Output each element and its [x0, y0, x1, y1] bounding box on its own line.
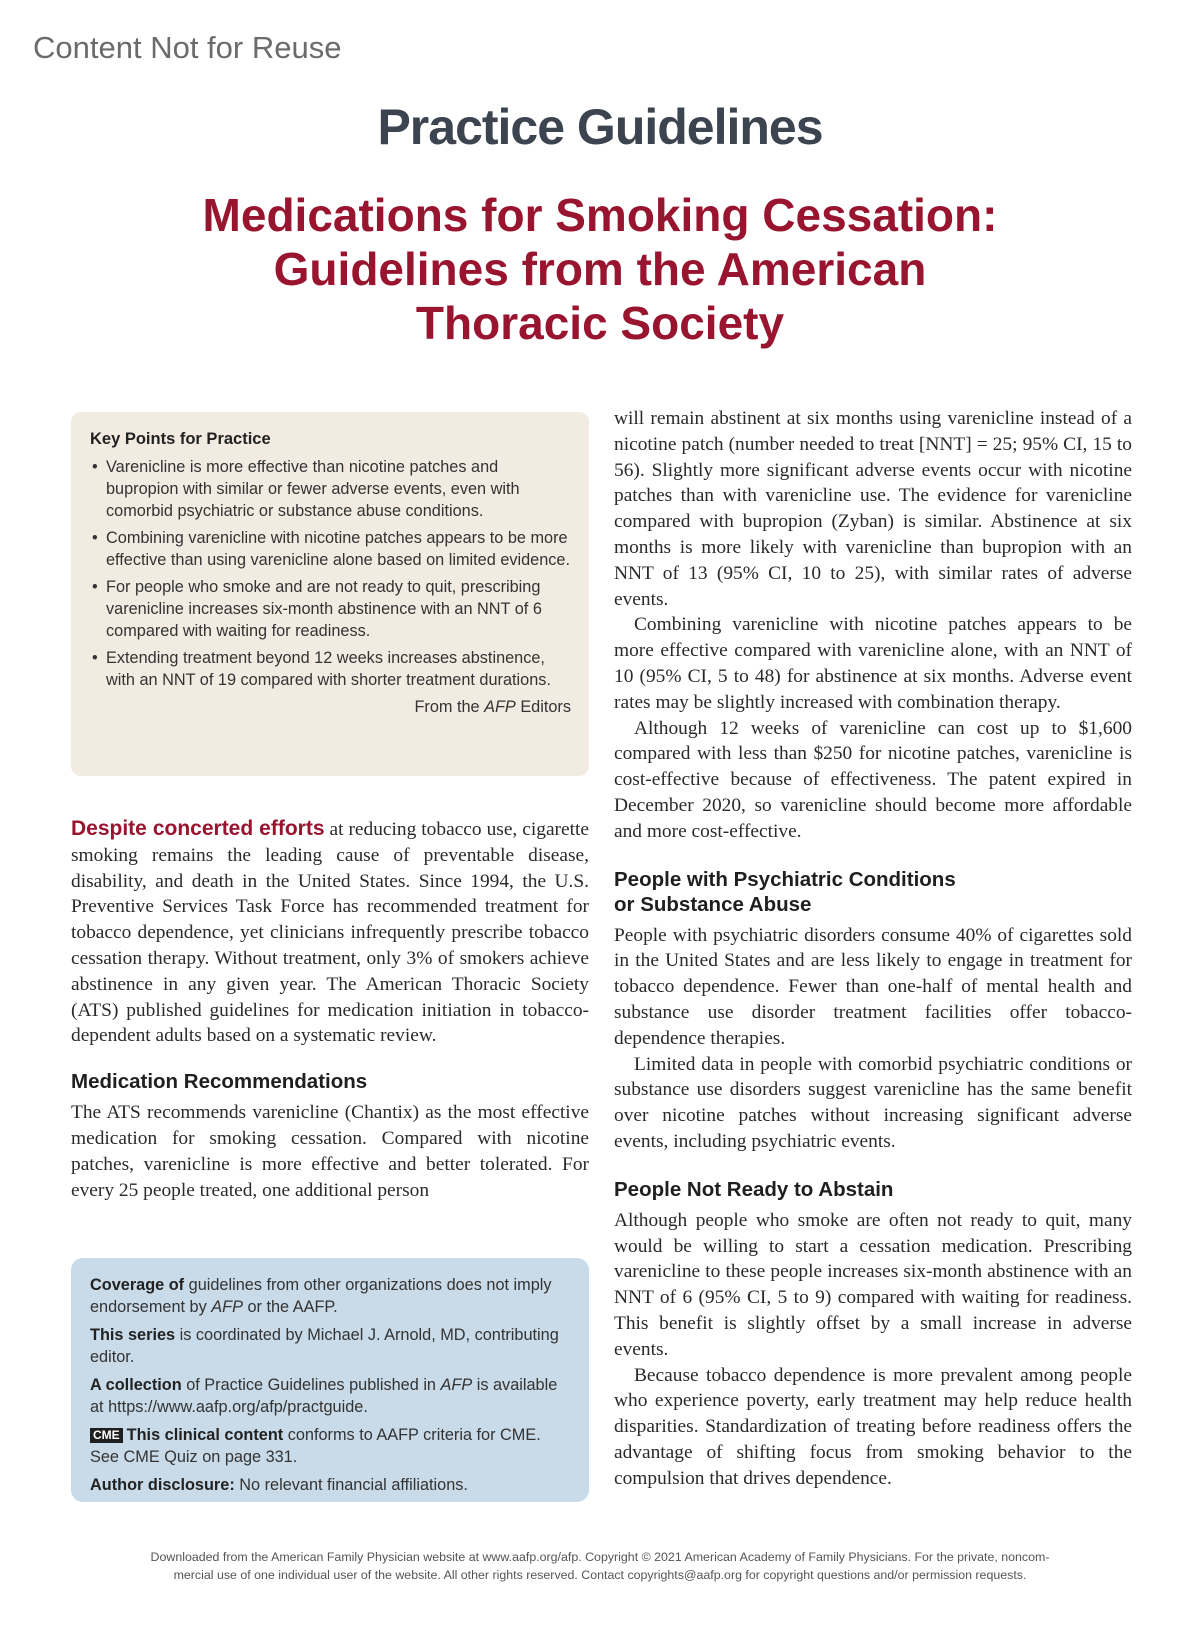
collection-journal: AFP: [440, 1376, 473, 1394]
psychiatric-heading-line: or Substance Abuse: [614, 892, 812, 916]
title-line: Guidelines from the American: [273, 243, 927, 295]
disclosure-note: [90, 1474, 571, 1496]
cme-text: conforms to AAFP criteria for CME. See CME Quiz on page 331.: [90, 1426, 541, 1466]
credit-journal: AFP: [484, 698, 516, 716]
title-line: Thoracic Society: [415, 297, 785, 349]
psychiatric-heading: [614, 867, 1132, 917]
coverage-bold: Coverage of: [90, 1276, 185, 1294]
footer-line: Downloaded from the American Family Physician website at www.aafp.org/afp. Copyright © 2021 American Academy of Family Physicians. For the private, noncom-: [150, 1550, 1050, 1564]
credit-prefix: From the: [414, 698, 485, 716]
combination-paragraph: Combining varenicline with nicotine patches appears to be more effective compared with varenicline alone, with an NNT of 10 (95% CI, 5 to 48) for abstinence at six months. Adverse event rates may be slightly increased with combination therapy.: [614, 614, 1132, 713]
title-line: Medications for Smoking Cessation:: [202, 189, 998, 241]
watermark: Content Not for Reuse: [33, 30, 342, 65]
cme-badge: CME: [90, 1428, 123, 1443]
series-info-box: [71, 1258, 589, 1502]
series-text: is coordinated by Michael J. Arnold, MD, contributing editor.: [90, 1326, 559, 1366]
right-column-text: [614, 406, 1132, 1491]
collection-text: of Practice Guidelines published in: [181, 1376, 441, 1394]
key-points-credit: [90, 696, 571, 718]
copyright-footer: [40, 1548, 1160, 1584]
medication-heading: Medication Recommendations: [71, 1070, 368, 1094]
cme-bold: This clinical content: [126, 1426, 284, 1444]
left-column-text: [71, 816, 589, 1203]
footer-line: mercial use of one individual user of the website. All other rights reserved. Contact copyrights@aafp.org for copyright questions and/or permission requests.: [173, 1568, 1027, 1582]
key-point-item: • For people who smoke and are not ready to quit, prescribing varenicline increases six-month abstinence with an NNT of 6 compared with waiting for readiness.: [90, 576, 571, 642]
collection-bold: A collection: [90, 1376, 182, 1394]
key-point-item: • Extending treatment beyond 12 weeks increases abstinence, with an NNT of 19 compared with shorter treatment durations.: [90, 647, 571, 691]
intro-lead: Despite concerted efforts: [71, 817, 325, 840]
medication-paragraph-start: The ATS recommends varenicline (Chantix) as the most effective medication for smoking cessation. Compared with nicotine patches, varenicline is more effective and better tolerated. For every 25 people treated, one additional person: [71, 1102, 589, 1201]
disparities-paragraph: Because tobacco dependence is more prevalent among people who experience poverty, early treatment may help reduce health disparities. Standardization of treating before readiness offers the advantage of shifting focus from smoking behavior to the compulsion that drives dependence.: [614, 1364, 1132, 1489]
coverage-note: [90, 1274, 571, 1318]
collection-note: [90, 1374, 571, 1418]
psychiatric-paragraph: People with psychiatric disorders consume 40% of cigarettes sold in the United States and are less likely to engage in treatment for tobacco dependence. Fewer than one-half of mental health and substance use disorder treatment facilities offer tobacco-dependence therapies.: [614, 924, 1132, 1049]
collection-text-end[interactable]: is available at https://www.aafp.org/afp/practguide.: [90, 1376, 558, 1416]
cost-paragraph: Although 12 weeks of varenicline can cost up to $1,600 compared with less than $250 for nicotine patches, varenicline is cost-effective because of effectiveness. The patent expired in December 2020, so varenicline should become more affordable and more cost-effective.: [614, 717, 1132, 842]
series-note: [90, 1324, 571, 1368]
key-points-box: [71, 412, 589, 776]
not-ready-paragraph: Although people who smoke are often not ready to quit, many would be willing to start a cessation medication. Prescribing varenicline to these people increases six-month abstinence with an NNT of 6 (95% CI, 5 to 9) compared with waiting for readiness. This benefit is slightly offset by a small increase in adverse events.: [614, 1209, 1132, 1360]
medication-paragraph-continued: will remain abstinent at six months using varenicline instead of a nicotine patch (number needed to treat [NNT] = 25; 95% CI, 15 to 56). Slightly more significant adverse events occur with nicotine patches than with varenicline use. The evidence for varenicline compared with bupropion (Zyban) is similar. Abstinence at six months is more likely with varenicline than bupropion with an NNT of 13 (95% CI, 10 to 25), with similar rates of adverse events.: [614, 408, 1132, 610]
comorbid-paragraph: Limited data in people with comorbid psychiatric conditions or substance use disorders suggest varenicline has the same benefit over nicotine patches without increasing significant adverse events, including psychiatric events.: [614, 1053, 1132, 1152]
psychiatric-heading-line: People with Psychiatric Conditions: [614, 867, 956, 891]
key-point-item: • Combining varenicline with nicotine patches appears to be more effective than using varenicline alone based on limited evidence.: [90, 527, 571, 571]
credit-suffix: Editors: [515, 698, 571, 716]
disclosure-bold: Author disclosure:: [90, 1476, 235, 1494]
coverage-text-end: or the AAFP.: [242, 1298, 338, 1316]
intro-paragraph: [71, 816, 589, 1049]
key-point-item: • Varenicline is more effective than nicotine patches and bupropion with similar or fewer adverse events, even with comorbid psychiatric or substance abuse conditions.: [90, 456, 571, 522]
cme-note: [90, 1424, 571, 1468]
series-bold: This series: [90, 1326, 176, 1344]
intro-text: at reducing tobacco use, cigarette smoking remains the leading cause of preventable disease, disability, and death in the United States. Since 1994, the U.S. Preventive Services Task Force has recommended treatment for tobacco dependence, yet clinicians infrequently prescribe tobacco cessation therapy. Without treatment, only 3% of smokers achieve abstinence in any given year. The American Thoracic Society (ATS) published guidelines for medication initiation in tobacco-dependent adults based on a systematic review.: [71, 819, 589, 1047]
coverage-text: guidelines from other organizations does not imply endorsement by: [90, 1276, 552, 1316]
key-points-heading: Key Points for Practice: [90, 430, 271, 448]
coverage-journal: AFP: [211, 1298, 243, 1316]
not-ready-heading: People Not Ready to Abstain: [614, 1177, 894, 1201]
disclosure-text: No relevant financial affiliations.: [234, 1476, 468, 1494]
article-title: [100, 188, 1100, 350]
key-points-list: [90, 456, 571, 691]
section-header: Practice Guidelines: [377, 99, 823, 155]
